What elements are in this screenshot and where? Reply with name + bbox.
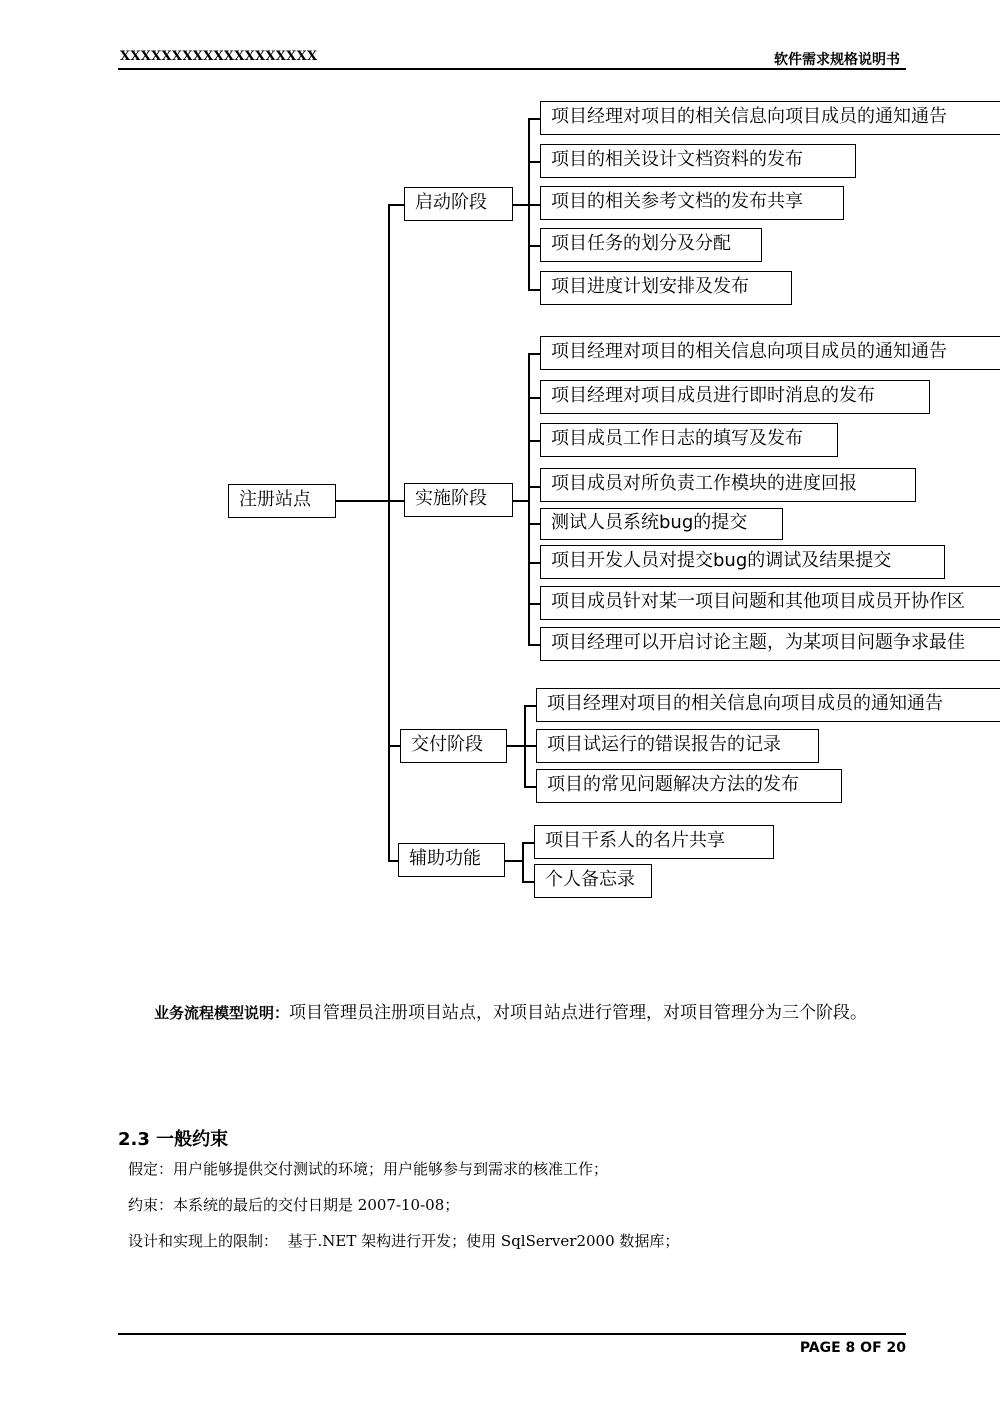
list-item: 个人备忘录	[534, 864, 652, 898]
connector	[528, 118, 540, 120]
stage-node-implementation: 实施阶段	[404, 483, 513, 517]
connector	[507, 745, 524, 747]
list-item: 项目开发人员对提交bug的调试及结果提交	[540, 545, 945, 579]
connector	[528, 397, 540, 399]
connector	[388, 860, 398, 862]
section-line-design-limits: 设计和实现上的限制： 基于.NET 架构进行开发；使用 SqlServer2000 数据库；	[128, 1232, 680, 1250]
header-doc-id: XXXXXXXXXXXXXXXXXXX	[120, 49, 318, 64]
item-bus	[522, 842, 524, 882]
list-item: 项目成员对所负责工作模块的进度回报	[540, 468, 916, 502]
connector	[513, 204, 528, 206]
connector	[524, 786, 536, 788]
connector	[388, 745, 400, 747]
connector	[528, 562, 540, 564]
list-item: 项目经理可以开启讨论主题，为某项目问题争求最佳	[540, 627, 1000, 661]
connector	[336, 500, 388, 502]
list-item: 项目进度计划安排及发布	[540, 271, 792, 305]
connector	[528, 523, 540, 525]
stage-node-auxiliary: 辅助功能	[398, 843, 505, 877]
page-number: PAGE 8 OF 20	[799, 1340, 906, 1356]
stage-node-delivery: 交付阶段	[400, 729, 507, 763]
list-item: 项目经理对项目的相关信息向项目成员的通知通告	[540, 101, 1000, 135]
section-title: 2.3 一般约束	[118, 1129, 229, 1150]
stage-bus	[388, 204, 390, 860]
connector	[528, 245, 540, 247]
list-item: 项目成员工作日志的填写及发布	[540, 423, 838, 457]
list-item: 项目成员针对某一项目问题和其他项目成员开协作区	[540, 586, 1000, 620]
connector	[388, 204, 404, 206]
connector	[524, 705, 536, 707]
connector	[528, 353, 540, 355]
section-line-constraint: 约束：本系统的最后的交付日期是 2007-10-08；	[128, 1196, 460, 1214]
header-doc-title: 软件需求规格说明书	[774, 52, 900, 68]
list-item: 项目干系人的名片共享	[534, 825, 774, 859]
footer-rule	[118, 1333, 906, 1335]
description-label: 业务流程模型说明：	[154, 1004, 290, 1022]
connector	[522, 881, 534, 883]
connector	[528, 486, 540, 488]
connector	[528, 289, 540, 291]
section-line-assumption: 假定：用户能够提供交付测试的环境；用户能够参与到需求的核准工作；	[128, 1160, 609, 1178]
list-item: 项目试运行的错误报告的记录	[536, 729, 819, 763]
connector	[528, 204, 540, 206]
list-item: 项目的相关设计文档资料的发布	[540, 144, 856, 178]
connector	[528, 440, 540, 442]
list-item: 测试人员系统bug的提交	[540, 508, 783, 540]
description-text: 项目管理员注册项目站点，对项目站点进行管理，对项目管理分为三个阶段。	[289, 1003, 868, 1023]
connector	[528, 603, 540, 605]
list-item: 项目经理对项目的相关信息向项目成员的通知通告	[536, 688, 1000, 722]
list-item: 项目经理对项目成员进行即时消息的发布	[540, 380, 930, 414]
connector	[524, 745, 536, 747]
connector	[388, 500, 404, 502]
list-item: 项目经理对项目的相关信息向项目成员的通知通告	[540, 336, 1000, 370]
connector	[505, 860, 522, 862]
connector	[528, 644, 540, 646]
list-item: 项目的常见问题解决方法的发布	[536, 769, 842, 803]
stage-node-start: 启动阶段	[404, 187, 513, 221]
diagram-description	[120, 996, 910, 1030]
connector	[513, 500, 528, 502]
list-item: 项目的相关参考文档的发布共享	[540, 186, 844, 220]
root-node: 注册站点	[228, 484, 336, 518]
connector	[522, 842, 534, 844]
connector	[528, 161, 540, 163]
list-item: 项目任务的划分及分配	[540, 228, 762, 262]
